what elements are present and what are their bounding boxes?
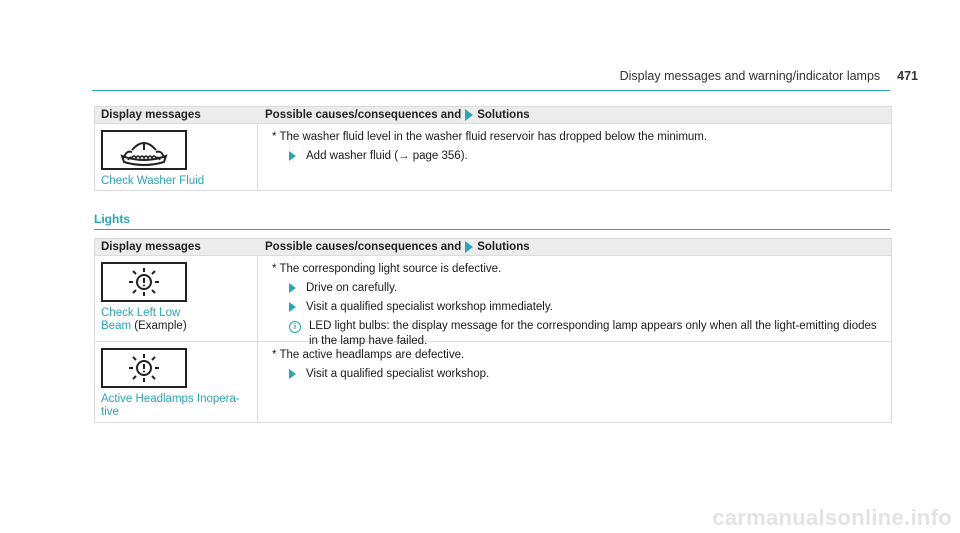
cause-text: * The corresponding light source is defective.: [272, 263, 502, 275]
col-causes-label: Possible causes/consequences and: [265, 241, 462, 253]
table-row: [95, 123, 891, 190]
col-display-messages: Display messages: [101, 109, 201, 121]
info-icon: i: [289, 321, 301, 333]
note-text: LED light bulbs: the display message for the corresponding lamp appears only when all the light-emitting diodes in the lamp have failed.: [309, 320, 877, 347]
solution-text: Add washer fluid (→ page 356).: [306, 150, 468, 162]
col-causes-solutions: [258, 109, 891, 121]
header-rule: [92, 90, 890, 91]
solution-arrow-icon: [289, 302, 296, 312]
section-title: Lights: [94, 212, 890, 230]
causes-cell: [258, 342, 891, 422]
page-header: [620, 69, 918, 83]
washer-fluid-icon: [101, 130, 187, 170]
causes-cell: [258, 124, 891, 190]
message-suffix: (Example): [134, 320, 187, 332]
message-line-1: Check Left Low: [101, 307, 181, 319]
solution-item: [289, 367, 883, 382]
solution-arrow-icon: [465, 109, 473, 121]
col-display-messages: Display messages: [101, 241, 201, 253]
col-solutions-label: Solutions: [477, 241, 530, 253]
header-title: Display messages and warning/indicator lamps: [619, 69, 881, 83]
washer-fluid-table: [94, 106, 892, 191]
message-line-2: tive: [101, 406, 119, 418]
table-header: [95, 107, 891, 123]
solution-text: Visit a qualified specialist workshop immediately.: [306, 301, 553, 313]
solution-item: [289, 149, 883, 164]
watermark: carmanualsonline.info: [712, 505, 952, 530]
message-label: [101, 307, 251, 333]
solution-text: Visit a qualified specialist workshop.: [306, 368, 490, 380]
col-solutions-label: Solutions: [477, 109, 530, 121]
col-causes-label: Possible causes/consequences and: [265, 109, 462, 121]
table-row: [95, 341, 891, 422]
message-cell: [95, 342, 258, 422]
page-number: 471: [897, 69, 918, 83]
solution-item: [289, 300, 883, 315]
message-cell: [95, 124, 258, 190]
solution-arrow-icon: [289, 369, 296, 379]
message-cell: [95, 256, 258, 341]
cause-text: * The washer fluid level in the washer fluid reservoir has dropped below the minimum.: [272, 131, 708, 143]
solution-item: [289, 281, 883, 296]
solution-arrow-icon: [289, 283, 296, 293]
solution-arrow-icon: [289, 151, 296, 161]
table-header: [95, 239, 891, 255]
table-row: [95, 255, 891, 347]
solution-arrow-icon: [465, 241, 473, 253]
cause-text: * The active headlamps are defective.: [272, 349, 465, 361]
message-label: Check Washer Fluid: [101, 175, 205, 187]
causes-cell: [258, 256, 891, 347]
lights-table: [94, 238, 892, 423]
light-bulb-warning-icon: [101, 262, 187, 302]
solution-text: Drive on carefully.: [306, 282, 398, 294]
message-label: [101, 393, 251, 419]
message-line-1: Active Headlamps Inopera-: [101, 393, 240, 405]
message-line-2: Beam: [101, 320, 132, 332]
col-causes-solutions: [258, 241, 891, 253]
light-bulb-warning-icon: [101, 348, 187, 388]
